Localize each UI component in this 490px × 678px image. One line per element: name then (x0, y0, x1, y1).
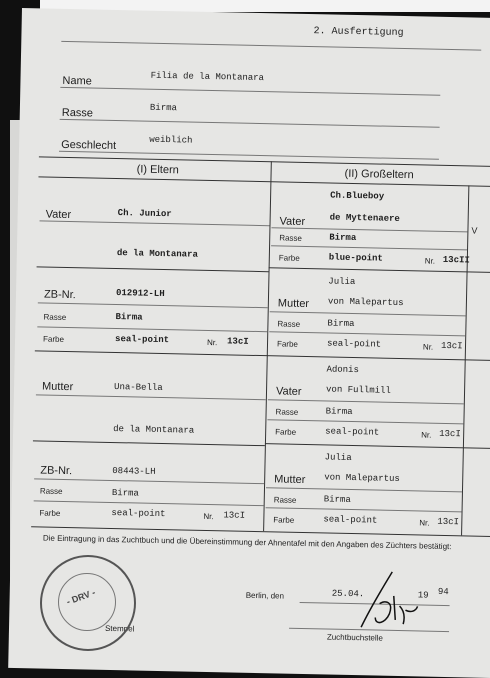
name-value: Filia de la Montanara (150, 70, 265, 84)
gp-ff-rasse-label: Rasse (279, 233, 303, 243)
father-zbnr-line (38, 302, 268, 308)
father-sep (37, 266, 269, 272)
gp-fm-nr: 13cI (440, 340, 463, 352)
gp-mm-farbe: seal-point (323, 514, 378, 526)
father-farbe: seal-point (114, 334, 170, 346)
gp-ff-name2: de Myttenaere (329, 212, 400, 224)
place-label: Berlin, den (245, 590, 285, 601)
father-nr: 13cI (226, 336, 249, 347)
rasse-value: Birma (149, 102, 178, 114)
gp-ff-farbe: blue-point (328, 252, 383, 264)
father-zbnr: 012912-LH (115, 288, 165, 300)
gp-mf-nr-label: Nr. (421, 430, 432, 440)
mother-nr-label: Nr. (203, 511, 214, 522)
gp-fm-name1: Julia (328, 276, 356, 288)
gp-mm-rasse-line (266, 507, 462, 512)
confirmation-statement: Die Eintragung in das Zuchtbuch und die Übereinstimmung der Ahnentafel mit den Angaben des Züchters bestätigt: (42, 533, 452, 552)
gp-mm-rasse: Birma (323, 494, 351, 505)
eltern-header: (I) Eltern (136, 163, 179, 177)
gp-ff-nr-label: Nr. (424, 256, 436, 266)
gp-ff-nr: 13cII (442, 254, 470, 266)
gp-mf-line (268, 399, 464, 404)
stempel-label: Stempel (104, 623, 135, 634)
mother-name2: de la Montanara (113, 424, 195, 436)
mother-sep (33, 440, 265, 446)
gp-fm-nr-label: Nr. (422, 342, 434, 352)
father-block-bottom (35, 350, 490, 361)
top-rule (61, 41, 481, 51)
gp-mm-rasse-label: Rasse (273, 495, 297, 505)
gp-mm-name1: Julia (324, 452, 352, 464)
father-nr-label: Nr. (206, 337, 218, 348)
year-value: 94 (437, 586, 449, 598)
gp-mf-vater-label: Vater (275, 385, 302, 398)
gp-ff-vater-label: Vater (279, 215, 306, 228)
mother-name1: Una-Bella (113, 382, 163, 394)
grosseltern-header: (II) Großeltern (344, 167, 414, 182)
gp-fm-rasse: Birma (327, 318, 355, 330)
father-name2: de la Montanara (116, 248, 198, 260)
gp-mm-line (266, 487, 462, 492)
gp-fm-farbe: seal-point (326, 338, 382, 350)
father-rasse-line (37, 326, 267, 332)
zuchtbuchstelle-label: Zuchtbuchstelle (326, 632, 384, 643)
father-name1: Ch. Junior (117, 208, 172, 220)
mother-farbe: seal-point (111, 507, 166, 520)
rasse-line (60, 119, 440, 128)
gp-mm-nr-label: Nr. (419, 518, 430, 528)
year-prefix: 19 (417, 590, 429, 601)
urgross-fragment: V (471, 225, 478, 236)
father-line1 (40, 220, 270, 226)
mother-zbnr: 08443-LH (112, 465, 156, 477)
gp-mf-name1: Adonis (326, 364, 360, 376)
name-line (60, 87, 440, 96)
father-farbe-label: Farbe (42, 334, 65, 344)
gp-fm-name2: von Malepartus (327, 296, 404, 309)
gp-mf-nr: 13cI (439, 428, 461, 440)
mother-mutter-label: Mutter (41, 380, 74, 394)
gp-mm-name2: von Malepartus (324, 472, 400, 485)
geschlecht-value: weiblich (149, 134, 193, 146)
gp-fm-rasse-label: Rasse (277, 319, 301, 329)
gp-mm-nr: 13cI (437, 516, 460, 528)
rasse-label: Rasse (61, 106, 94, 120)
gp-mf-name2: von Fullmill (325, 384, 391, 396)
gp-ff-rasse-line (271, 245, 467, 250)
mother-farbe-label: Farbe (39, 508, 61, 518)
middle-divider (263, 161, 272, 531)
gp-fm-rasse-line (269, 331, 465, 336)
gp-ff-name1: Ch.Blueboy (330, 190, 385, 202)
father-rasse-label: Rasse (43, 312, 67, 322)
stamp-center: - DRV - (65, 587, 97, 607)
header-bottom (38, 176, 490, 187)
gp-mm-mutter-label: Mutter (274, 473, 306, 487)
gp-mf-rasse-line (267, 419, 463, 424)
gp-f-sep (269, 267, 490, 273)
mother-zbnr-label: ZB-Nr. (40, 464, 73, 478)
mother-zbnr-line (34, 478, 264, 484)
gp-mm-farbe-label: Farbe (273, 515, 295, 525)
father-zbnr-label: ZB-Nr. (43, 288, 76, 302)
gp-m-sep (265, 443, 490, 449)
handwritten-signature (349, 565, 420, 636)
gp-mf-farbe-label: Farbe (275, 427, 297, 437)
father-vater-label: Vater (45, 208, 72, 222)
name-label: Name (62, 74, 92, 88)
gp-fm-farbe-label: Farbe (276, 339, 299, 349)
gp-mf-farbe: seal-point (325, 426, 380, 438)
gp-mf-rasse: Birma (325, 406, 353, 418)
mother-rasse-label: Rasse (39, 486, 63, 496)
gp-ff-line (271, 227, 467, 232)
gp-fm-line (270, 311, 466, 316)
gp-ff-rasse: Birma (329, 232, 357, 244)
mother-rasse-line (34, 500, 264, 506)
mother-rasse: Birma (111, 487, 139, 499)
geschlecht-label: Geschlecht (61, 138, 117, 153)
gp-mf-rasse-label: Rasse (275, 407, 299, 417)
ausfertigung-label: 2. Ausfertigung (313, 26, 404, 39)
father-rasse: Birma (115, 312, 143, 323)
date-value: 25.04. (331, 588, 365, 600)
mother-nr: 13cI (223, 510, 246, 521)
gp-fm-mutter-label: Mutter (277, 297, 310, 311)
gp-ff-farbe-label: Farbe (278, 253, 300, 263)
mother-line1 (36, 394, 266, 400)
